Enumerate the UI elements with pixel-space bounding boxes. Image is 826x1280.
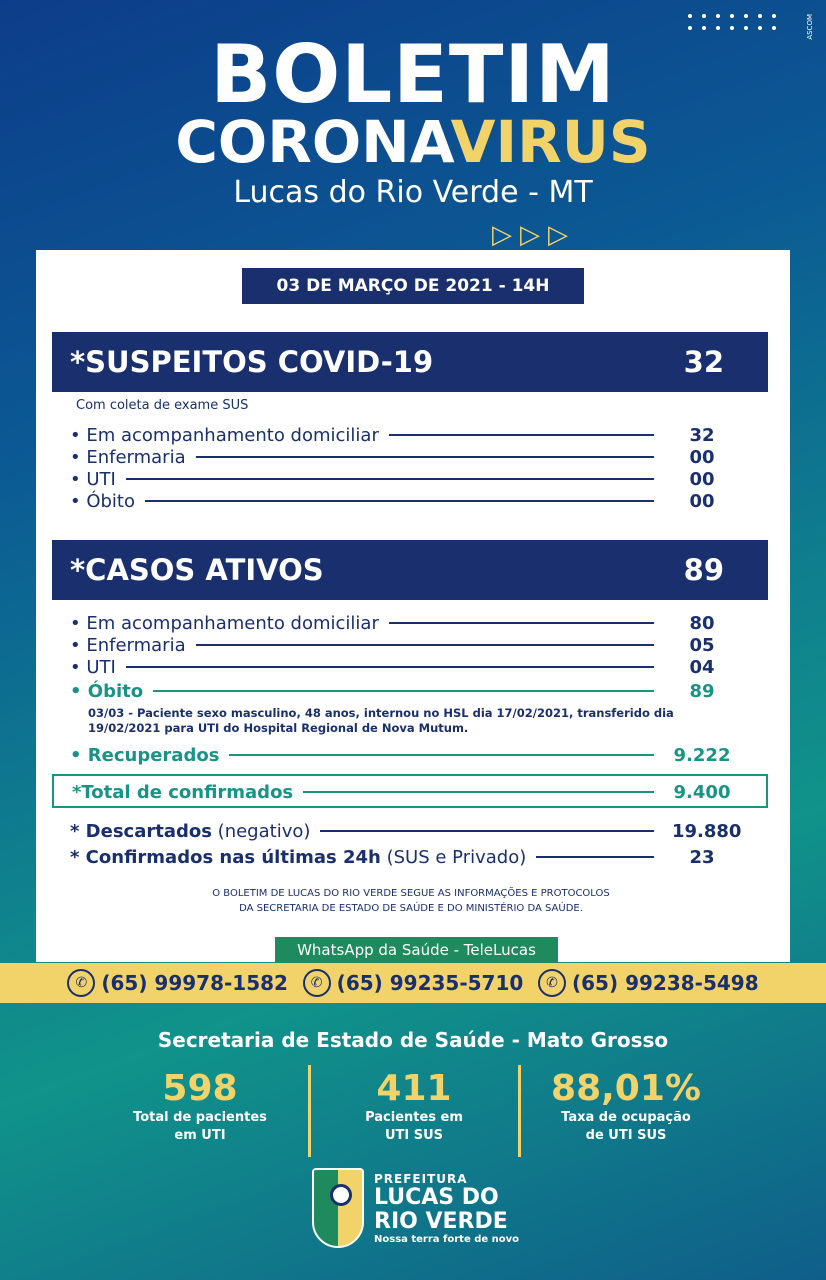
state-section-title: Secretaria de Estado de Saúde - Mato Grosso [157,1028,669,1052]
footnote: O BOLETIM DE LUCAS DO RIO VERDE SEGUE AS INFORMAÇÕES E PROTOCOLOS DA SECRETARIA DE ESTADO DE SAÚDE E DO MINISTÉRIO DA SAÚDE. [212,888,610,914]
ascom-credit: ASCOM [806,14,814,40]
ativos-title: *CASOS ATIVOS [70,553,324,587]
ativos-row: • Enfermaria 05 [70,634,715,656]
arrows-icon: ▷▷▷ [492,220,576,250]
whatsapp-icon: ✆ [538,969,566,997]
total-confirmados-row: *Total de confirmados 9.400 [72,781,731,803]
stat-ocupacao: 88,01% Taxa de ocupação de UTI SUS [551,1068,701,1143]
suspeitos-row: • Óbito 00 [70,490,715,512]
suspeitos-row: • Em acompanhamento domiciliar 32 [70,424,715,446]
shield-icon [312,1168,364,1248]
ativos-total: 89 [683,553,724,587]
stat-uti-sus: 411 Pacientes em UTI SUS [365,1068,463,1143]
suspeitos-total: 32 [683,345,724,379]
suspeitos-title: *SUSPEITOS COVID-19 [70,345,434,379]
ativos-header [52,540,768,600]
suspeitos-row: • Enfermaria 00 [70,446,715,468]
ativos-obito-row: • Óbito 89 [70,680,715,702]
phone-contact[interactable]: ✆ (65) 99238-5498 [538,969,759,997]
whatsapp-icon: ✆ [303,969,331,997]
divider [308,1065,311,1157]
recuperados-row: • Recuperados 9.222 [70,744,731,766]
suspeitos-row: • UTI 00 [70,468,715,490]
phone-contact[interactable]: ✆ (65) 99978-1582 [67,969,288,997]
title-coronavirus: CORONAVIRUS [175,108,651,176]
bulletin-card [36,250,790,962]
whatsapp-tab: WhatsApp da Saúde - TeleLucas [275,937,558,963]
suspeitos-header [52,332,768,392]
ativos-row: • UTI 04 [70,656,715,678]
phone-contact[interactable]: ✆ (65) 99235-5710 [303,969,524,997]
stat-total-uti: 598 Total de pacientes em UTI [133,1068,267,1143]
whatsapp-icon: ✆ [67,969,95,997]
divider [518,1065,521,1157]
subtitle-city: Lucas do Rio Verde - MT [233,175,593,210]
obito-detail: 03/03 - Paciente sexo masculino, 48 anos, internou no HSL dia 17/02/2021, transferido dia 19/02/2021 para UTI do Hospital Regional de Nova Mutum. [88,706,674,735]
date-banner: 03 DE MARÇO DE 2021 - 14H [242,268,584,304]
title-boletim: BOLETIM [210,28,616,121]
phone-bar [0,963,826,1003]
prefeitura-logo: PREFEITURA LUCAS DO RIO VERDE Nossa terra forte de novo [312,1168,519,1248]
ativos-row: • Em acompanhamento domiciliar 80 [70,612,715,634]
descartados-row: * Descartados (negativo) 19.880 [70,820,742,842]
suspeitos-note: Com coleta de exame SUS [76,398,249,413]
confirmados-24h-row: * Confirmados nas últimas 24h (SUS e Privado) 23 [70,846,715,868]
